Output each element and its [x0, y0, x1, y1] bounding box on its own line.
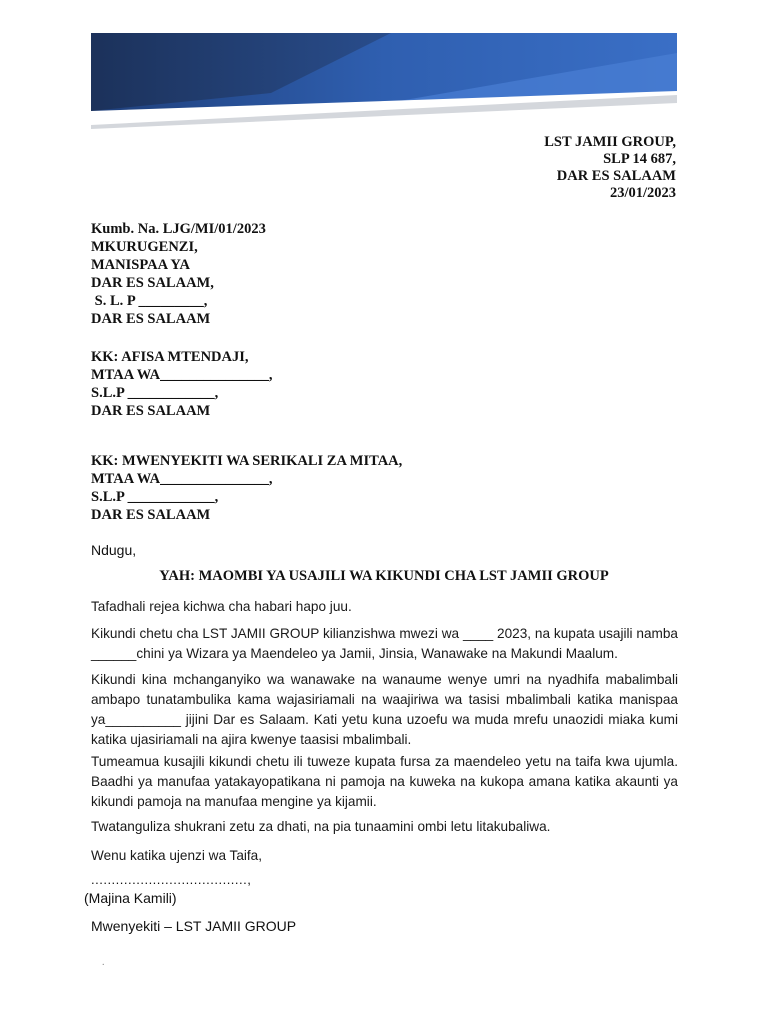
- closing-line: Wenu katika ujenzi wa Taifa,: [91, 848, 263, 863]
- sender-name: LST JAMII GROUP,: [544, 134, 676, 150]
- cc2-title: KK: MWENYEKITI WA SERIKALI ZA MITAA,: [91, 453, 403, 469]
- recipient-address-block: [91, 220, 266, 328]
- letter-date: 23/01/2023: [609, 185, 676, 201]
- body-paragraph-1: Tafadhali rejea kichwa cha habari hapo juu.: [91, 599, 352, 614]
- recipient-title: MKURUGENZI,: [91, 239, 198, 255]
- signature-full-names: (Majina Kamili): [84, 890, 177, 906]
- body-paragraph-5: Twatanguliza shukrani zetu za dhati, na pia tunaamini ombi letu litakubaliwa.: [91, 819, 551, 834]
- body-paragraph-2: Kikundi chetu cha LST JAMII GROUP kilianzishwa mwezi wa ____ 2023, na kupata usajili namba ______chini ya Wizara ya Maendeleo ya Jamii, Jinsia, Wanawake na Makundi Maalum.: [91, 626, 678, 661]
- recipient-organization: MANISPAA YA: [91, 257, 190, 273]
- body-paragraph-4: Tumeamua kusajili kikundi chetu ili tuweze kupata fursa za maendeleo yetu na taifa kwa ujumla. Baadhi ya manufaa yatakayopatikana ni pamoja na kuweka na kukopa amana katika akaunti ya kikundi pamoja na manufaa mengine ya kijamii.: [91, 754, 678, 809]
- cc-block-mwenyekiti: [91, 452, 402, 524]
- cc-block-afisa: [91, 348, 273, 420]
- signatory-role: Mwenyekiti – LST JAMII GROUP: [91, 918, 297, 934]
- reference-number: Kumb. Na. LJG/MI/01/2023: [91, 221, 266, 237]
- cc1-title: KK: AFISA MTENDAJI,: [91, 349, 249, 365]
- cc1-street: MTAA WA_______________,: [91, 367, 273, 383]
- salutation: Ndugu,: [91, 542, 137, 558]
- footer-mark: .: [102, 957, 105, 968]
- signature-line: ......................................,: [91, 872, 252, 887]
- cc2-street: MTAA WA_______________,: [91, 471, 273, 487]
- recipient-city: DAR ES SALAAM,: [91, 275, 214, 291]
- sender-address-block: [544, 134, 676, 202]
- cc2-po-box: S.L.P ____________,: [91, 489, 219, 505]
- cc1-city: DAR ES SALAAM: [91, 403, 211, 419]
- sender-po-box: SLP 14 687,: [603, 151, 676, 167]
- cc1-po-box: S.L.P ____________,: [91, 385, 219, 401]
- sender-city: DAR ES SALAAM: [556, 168, 676, 184]
- recipient-city-2: DAR ES SALAAM: [91, 311, 211, 327]
- recipient-po-box: S. L. P _________,: [91, 293, 208, 309]
- subject-line: YAH: MAOMBI YA USAJILI WA KIKUNDI CHA LST JAMII GROUP: [159, 568, 609, 584]
- body-paragraph-3: Kikundi kina mchanganyiko wa wanawake na wanaume wenye umri na nyadhifa mabalimbali ambapo tunatambulika kama wajasiriamali na waajiriwa wa tasisi mbalimbali katika manispaa ya__________ jijini Dar es Salaam. Kati yetu kuna uzoefu wa muda mrefu unaozidi miaka kumi katika ujasiriamali na ajira kwenye taasisi mbalimbali.: [91, 672, 678, 747]
- header-banner-graphic: [91, 33, 677, 133]
- cc2-city: DAR ES SALAAM: [91, 507, 211, 523]
